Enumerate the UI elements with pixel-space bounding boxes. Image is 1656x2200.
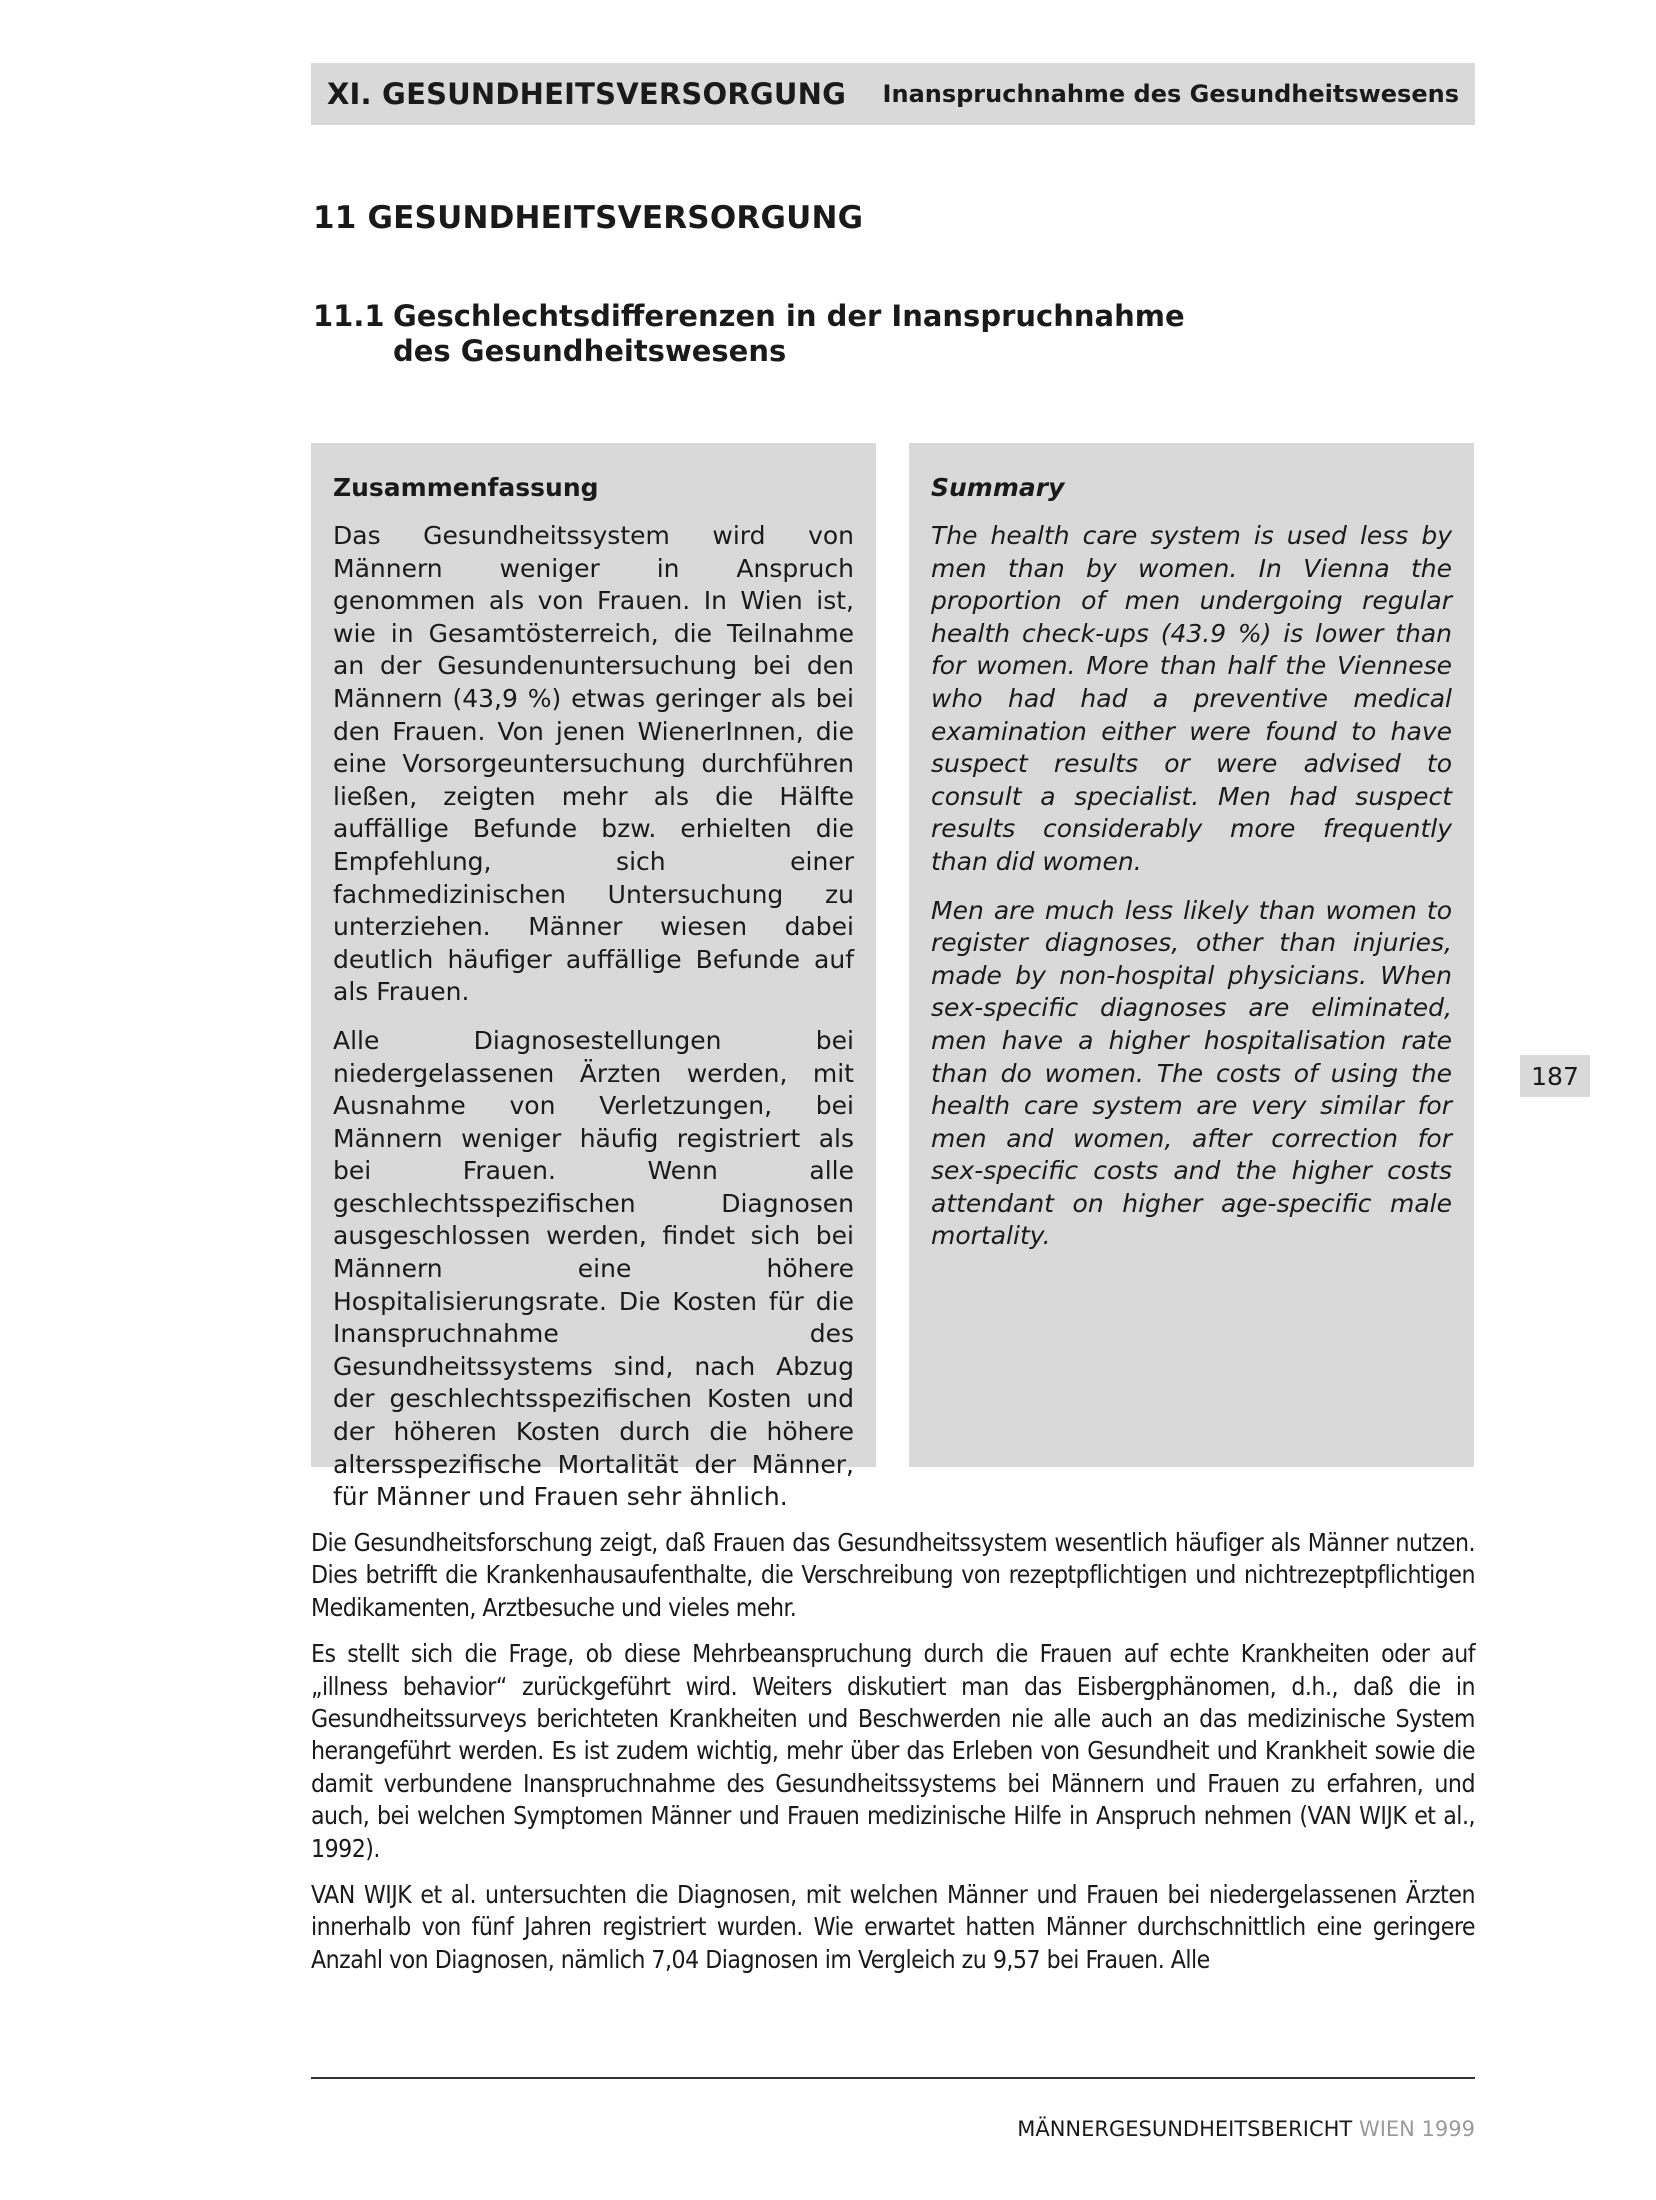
summary-german-paragraph: Das Gesundheitssystem wird von Männern weniger in Anspruch genommen als von Frauen. In Wien ist, wie in Gesamtösterreich, die Teilnahme an der Gesundenuntersuchung bei den Männern (43,9 %) etwas geringer als bei den Frauen. Von jenen WienerInnen, die eine Vorsorgeuntersuchung durchführen ließen, zeigten mehr als die Hälfte auffällige Befunde bzw. erhielten die Empfehlung, sich einer fachmedizinischen Untersuchung zu unterziehen. Männer wiesen dabei deutlich häufiger auffällige Befunde auf als Frauen. [333,521,854,1007]
footer-suffix: WIEN 1999 [1358,2117,1475,2141]
summary-english-box [909,443,1474,1467]
body-text [311,1527,1475,1990]
chapter-header: XI. GESUNDHEITSVERSORGUNG [327,77,847,111]
summary-german-box [311,443,876,1512]
running-header [311,63,1475,125]
footer-title: MÄNNERGESUNDHEITSBERICHT [1017,2117,1353,2141]
section-title: Geschlechtsdifferenzen in der Inanspruchnahme des Gesundheitswesens [393,299,1185,368]
body-paragraph: VAN WIJK et al. untersuchten die Diagnosen, mit welchen Männer und Frauen bei niedergelassenen Ärzten innerhalb von fünf Jahren registriert wurden. Wie erwartet hatten Männer durchschnittlich eine geringere Anzahl von Diagnosen, nämlich 7,04 Diagnosen im Vergleich zu 9,57 bei Frauen. Alle [311,1880,1475,1974]
footer-divider [311,2077,1475,2079]
chapter-title: 11 GESUNDHEITSVERSORGUNG [313,200,864,236]
body-paragraph: Es stellt sich die Frage, ob diese Mehrbeanspruchung durch die Frauen auf echte Krankheiten oder auf „illness behavior“ zurückgeführt wird. Weiters diskutiert man das Eisbergphänomen, d.h., daß die in Gesundheitssurveys berichteten Krankheiten und Beschwerden nie alle auch an das medizinische System herangeführt werden. Es ist zudem wichtig, mehr über das Erleben von Gesundheit und Krankheit sowie die damit verbundene Inanspruchnahme des Gesundheitssystems bei Männern und Frauen zu erfahren, und auch, bei welchen Symptomen Männer und Frauen medizinische Hilfe in Anspruch nehmen (VAN WIJK et al., 1992). [311,1639,1475,1863]
summary-english-title: Summary [931,473,1065,502]
section-number: 11.1 [313,299,385,333]
summary-german-paragraph: Alle Diagnosestellungen bei niedergelassenen Ärzten werden, mit Ausnahme von Verletzungen, bei Männern weniger häufig registriert als bei Frauen. Wenn alle geschlechtsspezifischen Diagnosen ausgeschlossen werden, findet sich bei Männern eine höhere Hospitalisierungsrate. Die Kosten für die Inanspruchnahme des Gesundheitssystems sind, nach Abzug der geschlechtsspezifischen Kosten und der höheren Kosten durch die höhere altersspezifische Mortalität der Männer, für Männer und Frauen sehr ähnlich. [333,1025,854,1512]
body-paragraph: Die Gesundheitsforschung zeigt, daß Frauen das Gesundheitssystem wesentlich häufiger als Männer nutzen. Dies betrifft die Krankenhausaufenthalte, die Verschreibung von rezeptpflichtigen und nichtrezeptpflichtigen Medikamenten, Arztbesuche und vieles mehr. [311,1528,1475,1622]
summary-german-title: Zusammenfassung [333,473,599,502]
summary-english-paragraph: Men are much less likely than women to register diagnoses, other than injuries, made by non-hospital physicians. When sex-specific diagnoses are eliminated, men have a higher hospitalisation rate than do women. The costs of using the health care system are very similar for men and women, after correction for sex-specific costs and the higher costs attendant on higher age-specific male mortality. [931,895,1452,1251]
section-header: Inanspruchnahme des Gesundheitswesens [882,80,1459,108]
summary-english-paragraph: The health care system is used less by men than by women. In Vienna the proportion of men undergoing regular health check-ups (43.9 %) is lower than for women. More than half the Viennese who had had a preventive medical examination either were found to have suspect results or were advised to consult a specialist. Men had suspect results considerably more frequently than did women. [931,521,1452,876]
footer [1017,2117,1475,2141]
page-number: 187 [1520,1055,1590,1097]
